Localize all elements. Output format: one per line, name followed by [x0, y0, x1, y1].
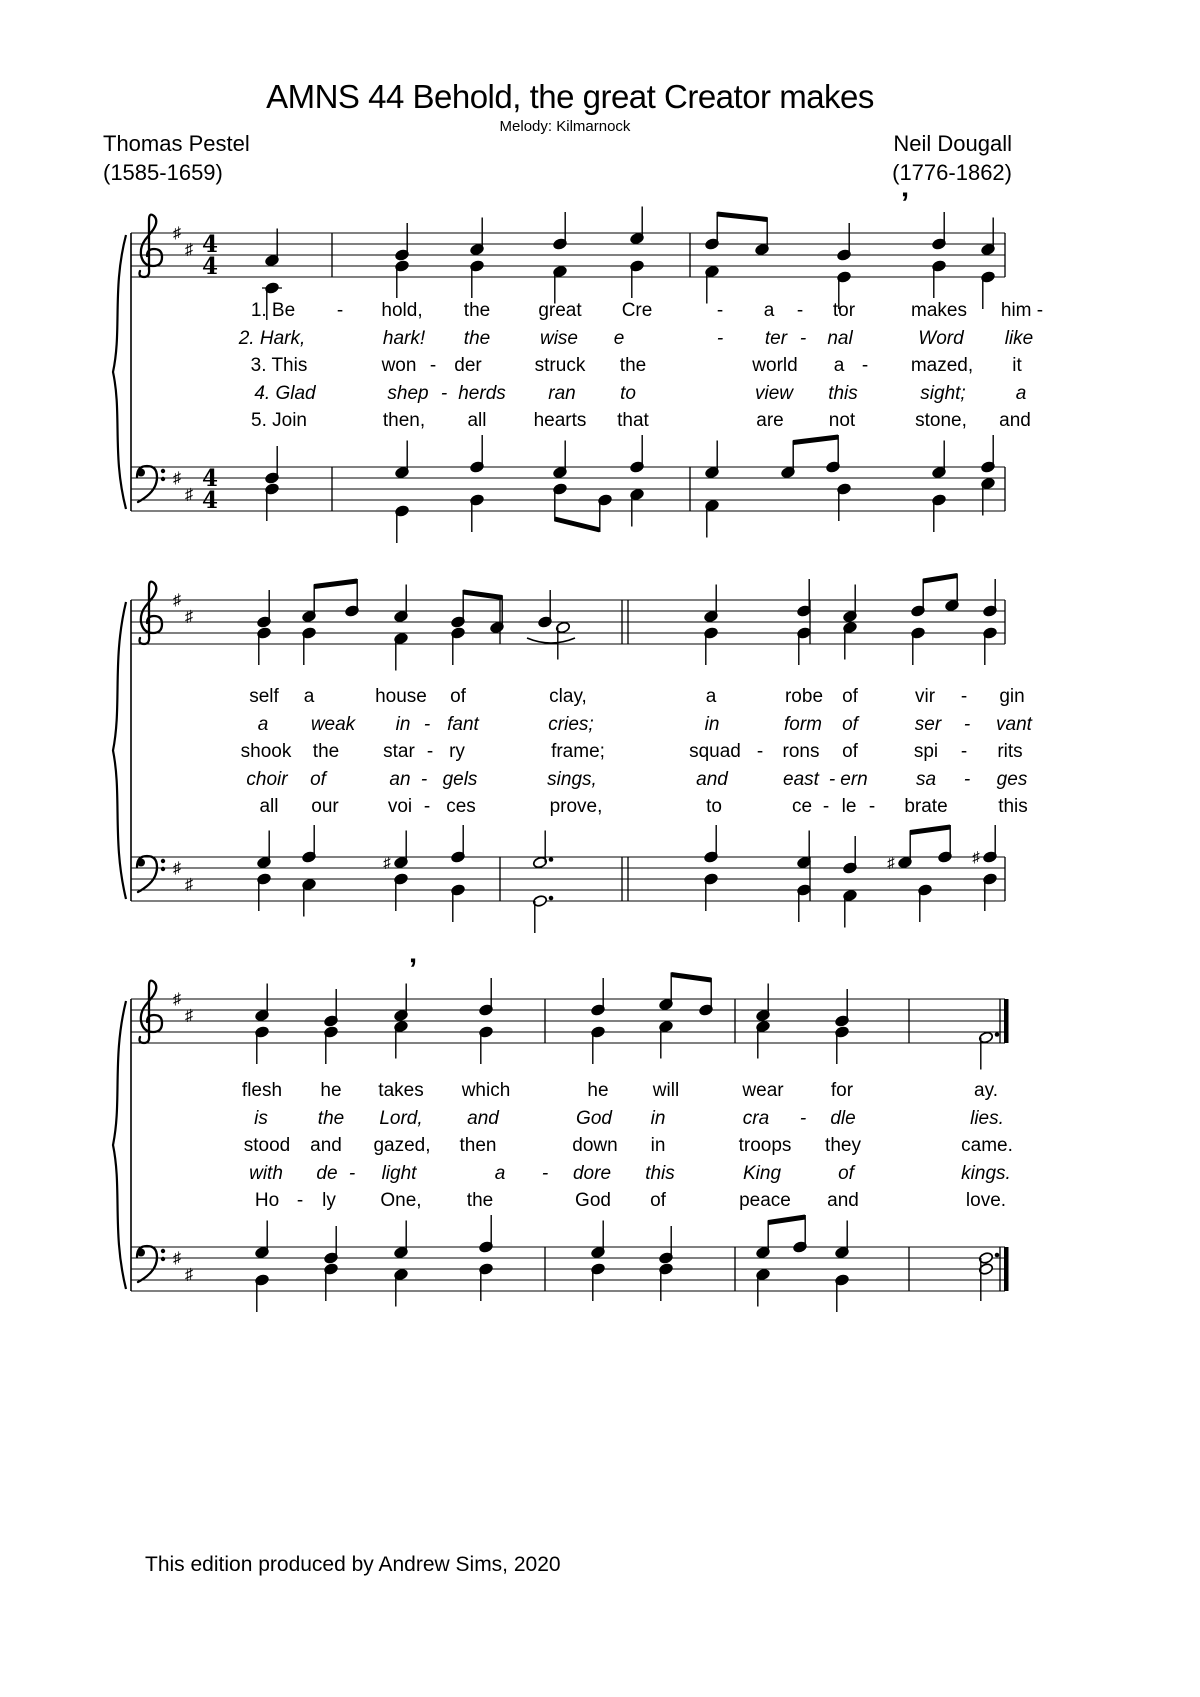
svg-text:♯: ♯ — [185, 1007, 193, 1025]
lyric-syllable: for — [830, 1080, 854, 1101]
lyric-syllable: cries; — [548, 713, 594, 735]
lyric-syllable: nal — [827, 327, 853, 349]
lyric-syllable: like — [1004, 327, 1034, 349]
lyric-syllable: - — [716, 327, 724, 349]
lyric-syllable: down — [572, 1135, 618, 1157]
lyric-syllable: - — [423, 713, 431, 735]
verse-line — [0, 686, 1200, 712]
lyric-syllable: shook — [240, 741, 292, 763]
lyric-syllable: the — [463, 300, 491, 321]
lyric-syllable: sings, — [547, 768, 597, 790]
lyric-syllable: - — [420, 768, 428, 790]
lyric-syllable: takes — [378, 1080, 424, 1101]
lyric-syllable: ay. — [974, 1080, 998, 1101]
lyric-syllable: King — [742, 1162, 782, 1184]
lyric-syllable: a — [763, 300, 775, 321]
lyric-syllable: der — [454, 355, 482, 377]
lyric-syllable: gels — [442, 768, 478, 790]
lyric-syllable: troops — [738, 1135, 792, 1157]
lyric-syllable: vir — [914, 686, 936, 707]
lyric-syllable: God — [575, 1190, 611, 1212]
lyric-syllable: the — [466, 1190, 494, 1212]
lyrics-block — [0, 300, 1200, 450]
lyric-syllable: - — [861, 355, 869, 377]
lyric-syllable: brate — [904, 796, 948, 818]
bass-staff — [0, 821, 1060, 951]
lyric-syllable: - — [960, 741, 968, 763]
lyric-syllable: - — [541, 1162, 549, 1184]
lyric-syllable: peace — [739, 1190, 791, 1212]
svg-text:4: 4 — [201, 253, 219, 280]
melody-label: Melody: Kilmarnock — [499, 118, 631, 135]
lyric-syllable: world — [752, 355, 798, 377]
lyric-syllable: - — [796, 300, 804, 321]
lyric-syllable: hold, — [381, 300, 423, 321]
lyric-syllable: weak — [310, 713, 356, 735]
lyric-syllable: - — [799, 327, 807, 349]
lyric-syllable: of — [842, 713, 858, 735]
svg-text:♯: ♯ — [185, 1266, 193, 1284]
lyric-syllable: ter — [764, 327, 788, 349]
lyric-syllable: ges — [996, 768, 1028, 790]
lyric-syllable: God — [576, 1107, 612, 1129]
lyric-syllable: tor — [832, 300, 856, 321]
svg-text:♯: ♯ — [887, 854, 895, 872]
lyric-syllable: with — [249, 1162, 283, 1184]
lyric-syllable: and — [467, 1107, 499, 1129]
svg-text:4: 4 — [201, 231, 219, 258]
verse-line — [0, 328, 1200, 354]
lyric-syllable: will — [652, 1080, 680, 1101]
lyric-syllable: ern — [840, 768, 868, 790]
svg-text:♯: ♯ — [185, 876, 193, 894]
lyric-syllable: all — [467, 410, 487, 432]
verse-line — [0, 1108, 1200, 1134]
lyric-syllable: lies. — [970, 1107, 1004, 1129]
lyric-syllable: frame; — [551, 741, 605, 763]
lyrics-block — [0, 1080, 1200, 1230]
lyric-syllable: choir — [246, 768, 288, 790]
verse-line — [0, 355, 1200, 381]
lyric-syllable: Lord, — [379, 1107, 423, 1129]
lyric-syllable: then, — [382, 410, 426, 432]
lyric-syllable: which — [461, 1080, 511, 1101]
lyric-syllable: Cre — [621, 300, 653, 321]
lyric-syllable: herds — [458, 382, 506, 404]
page-title: AMNS 44 Behold, the great Creator makes — [266, 78, 874, 115]
lyric-syllable: makes — [911, 300, 967, 321]
lyric-syllable: our — [311, 796, 339, 818]
lyric-syllable: rits — [997, 741, 1023, 763]
verse-line — [0, 769, 1200, 795]
lyric-syllable: love. — [965, 1190, 1007, 1212]
lyric-syllable: 1. Be — [250, 300, 296, 321]
lyric-syllable: - — [296, 1190, 304, 1212]
lyric-syllable: he — [320, 1080, 342, 1101]
svg-text:♯: ♯ — [185, 241, 193, 259]
svg-text:♯: ♯ — [173, 225, 181, 242]
lyric-syllable: - — [799, 1107, 807, 1129]
svg-text:♯: ♯ — [383, 854, 391, 872]
bass-staff — [0, 431, 1060, 561]
lyric-syllable: hearts — [533, 410, 587, 432]
lyric-syllable: - — [348, 1162, 356, 1184]
lyric-syllable: of — [650, 1190, 666, 1212]
lyric-syllable: 3. This — [250, 355, 308, 377]
lyric-syllable: ce — [791, 796, 813, 818]
svg-text:’: ’ — [408, 953, 418, 986]
lyric-syllable: vant — [996, 713, 1032, 735]
lyric-syllable: a — [494, 1162, 506, 1184]
lyric-syllable: in — [650, 1107, 666, 1129]
lyric-syllable: - — [426, 741, 434, 763]
lyric-syllable: clay, — [549, 686, 587, 707]
svg-text:♯: ♯ — [173, 592, 181, 609]
lyric-syllable: an — [389, 768, 411, 790]
lyric-syllable: - — [716, 300, 724, 321]
lyric-syllable: the — [317, 1107, 345, 1129]
lyric-syllable: le — [841, 796, 857, 818]
lyric-syllable: - — [963, 713, 971, 735]
lyric-syllable: a — [257, 713, 269, 735]
verse-line — [0, 300, 1200, 326]
lyric-syllable: dore — [572, 1162, 612, 1184]
lyric-syllable: in — [395, 713, 411, 735]
lyric-syllable: a — [705, 686, 717, 707]
lyric-syllable: - — [429, 355, 437, 377]
lyric-syllable: a — [1015, 382, 1027, 404]
svg-text:♯: ♯ — [185, 486, 193, 504]
svg-text:4: 4 — [201, 465, 219, 492]
lyric-syllable: view — [754, 382, 794, 404]
lyric-syllable: kings. — [961, 1162, 1011, 1184]
lyric-syllable: of — [450, 686, 466, 707]
lyric-syllable: to — [706, 796, 722, 818]
lyric-syllable: - — [960, 686, 968, 707]
verse-line — [0, 1080, 1200, 1106]
lyric-syllable: flesh — [241, 1080, 283, 1101]
lyric-syllable: he — [587, 1080, 609, 1101]
svg-text:4: 4 — [201, 487, 219, 514]
svg-text:♯: ♯ — [185, 608, 193, 626]
svg-text:’: ’ — [900, 187, 910, 220]
lyric-syllable: spi — [913, 741, 939, 763]
composer-block — [892, 129, 1012, 187]
verse-line — [0, 1190, 1200, 1216]
lyric-syllable: e — [613, 327, 625, 349]
verse-line — [0, 796, 1200, 822]
bass-staff — [0, 1211, 1060, 1341]
lyric-syllable: Word — [918, 327, 964, 349]
lyric-syllable: in — [650, 1135, 666, 1157]
lyric-syllable: the — [312, 741, 340, 763]
composer-dates: (1776-1862) — [892, 160, 1012, 185]
lyric-syllable: light — [381, 1162, 417, 1184]
verse-line — [0, 1135, 1200, 1161]
lyric-syllable: of — [842, 741, 858, 763]
lyric-syllable: squad — [689, 741, 741, 763]
lyric-syllable: of — [842, 686, 858, 707]
lyric-syllable: - — [963, 768, 971, 790]
treble-staff — [0, 570, 1060, 700]
lyric-syllable: sight; — [920, 382, 966, 404]
lyric-syllable: this — [828, 382, 858, 404]
lyric-syllable: they — [825, 1135, 861, 1157]
lyric-syllable: this — [998, 796, 1028, 818]
lyric-syllable: struck — [534, 355, 586, 377]
lyric-syllable: in — [704, 713, 720, 735]
lyric-syllable: not — [828, 410, 856, 432]
lyric-syllable: gazed, — [373, 1135, 431, 1157]
lyric-syllable: a — [303, 686, 315, 707]
lyric-syllable: him - — [1000, 300, 1044, 321]
author-name: Thomas Pestel — [103, 131, 250, 156]
lyric-syllable: - — [756, 741, 764, 763]
lyric-syllable: east — [783, 768, 819, 790]
lyric-syllable: wear — [742, 1080, 784, 1101]
lyric-syllable: cra — [742, 1107, 770, 1129]
lyric-syllable: ces — [446, 796, 476, 818]
author-dates: (1585-1659) — [103, 160, 223, 185]
lyric-syllable: gin — [999, 686, 1025, 707]
lyric-syllable: ser — [914, 713, 942, 735]
lyric-syllable: de — [316, 1162, 338, 1184]
lyric-syllable: - — [868, 796, 876, 818]
lyric-syllable: and — [827, 1190, 859, 1212]
svg-text:♯: ♯ — [173, 991, 181, 1008]
lyric-syllable: the — [463, 327, 491, 349]
lyric-syllable: 2. Hark, — [238, 327, 306, 349]
verse-line — [0, 714, 1200, 740]
lyric-syllable: is — [254, 1107, 268, 1129]
lyric-syllable: ran — [548, 382, 576, 404]
lyric-syllable: voi — [387, 796, 413, 818]
lyric-syllable: prove, — [549, 796, 603, 818]
lyric-syllable: great — [538, 300, 582, 321]
lyric-syllable: that — [617, 410, 649, 432]
lyric-syllable: Ho — [254, 1190, 280, 1212]
edition-credit: This edition produced by Andrew Sims, 2020 — [145, 1553, 561, 1576]
lyric-syllable: to — [620, 382, 636, 404]
lyric-syllable: stood — [243, 1135, 291, 1157]
lyric-syllable: self — [249, 686, 279, 707]
lyric-syllable: this — [645, 1162, 675, 1184]
verse-line — [0, 1163, 1200, 1189]
author-block — [103, 129, 250, 187]
lyric-syllable: mazed, — [910, 355, 974, 377]
lyric-syllable: are — [756, 410, 784, 432]
lyric-syllable: it — [1012, 355, 1022, 377]
lyric-syllable: fant — [447, 713, 479, 735]
lyric-syllable: and — [999, 410, 1031, 432]
lyric-syllable: ry — [449, 741, 465, 763]
verse-line — [0, 741, 1200, 767]
lyric-syllable: - — [440, 382, 448, 404]
svg-text:♯: ♯ — [173, 470, 181, 487]
lyric-syllable: of — [838, 1162, 854, 1184]
lyric-syllable: the — [619, 355, 647, 377]
lyric-syllable: rons — [782, 741, 820, 763]
lyric-syllable: dle — [830, 1107, 856, 1129]
lyric-syllable: - — [336, 300, 344, 321]
lyric-syllable: won — [381, 355, 417, 377]
lyric-syllable: and — [310, 1135, 342, 1157]
lyric-syllable: - — [423, 796, 431, 818]
lyric-syllable: form — [784, 713, 822, 735]
lyric-syllable: sa — [915, 768, 937, 790]
lyric-syllable: hark! — [382, 327, 426, 349]
svg-text:♯: ♯ — [173, 860, 181, 877]
verse-line — [0, 383, 1200, 409]
lyric-syllable: One, — [380, 1190, 422, 1212]
lyric-syllable: came. — [961, 1135, 1013, 1157]
lyric-syllable: star — [383, 741, 415, 763]
lyric-syllable: all — [259, 796, 279, 818]
lyric-syllable: 5. Join — [251, 410, 307, 432]
lyric-syllable: - — [822, 796, 830, 818]
lyric-syllable: shep — [387, 382, 429, 404]
lyric-syllable: 4. Glad — [254, 382, 316, 404]
lyric-syllable: - — [828, 768, 836, 790]
verse-line — [0, 410, 1200, 436]
lyric-syllable: of — [310, 768, 326, 790]
lyrics-block — [0, 686, 1200, 836]
lyric-syllable: stone, — [915, 410, 967, 432]
composer-name: Neil Dougall — [893, 131, 1012, 156]
svg-text:♯: ♯ — [173, 1250, 181, 1267]
lyric-syllable: robe — [784, 686, 824, 707]
svg-text:♯: ♯ — [972, 849, 980, 866]
lyric-syllable: wise — [539, 327, 579, 349]
lyric-syllable: then — [459, 1135, 497, 1157]
lyric-syllable: a — [833, 355, 845, 377]
lyric-syllable: ly — [322, 1190, 336, 1212]
lyric-syllable: house — [375, 686, 427, 707]
lyric-syllable: and — [696, 768, 728, 790]
